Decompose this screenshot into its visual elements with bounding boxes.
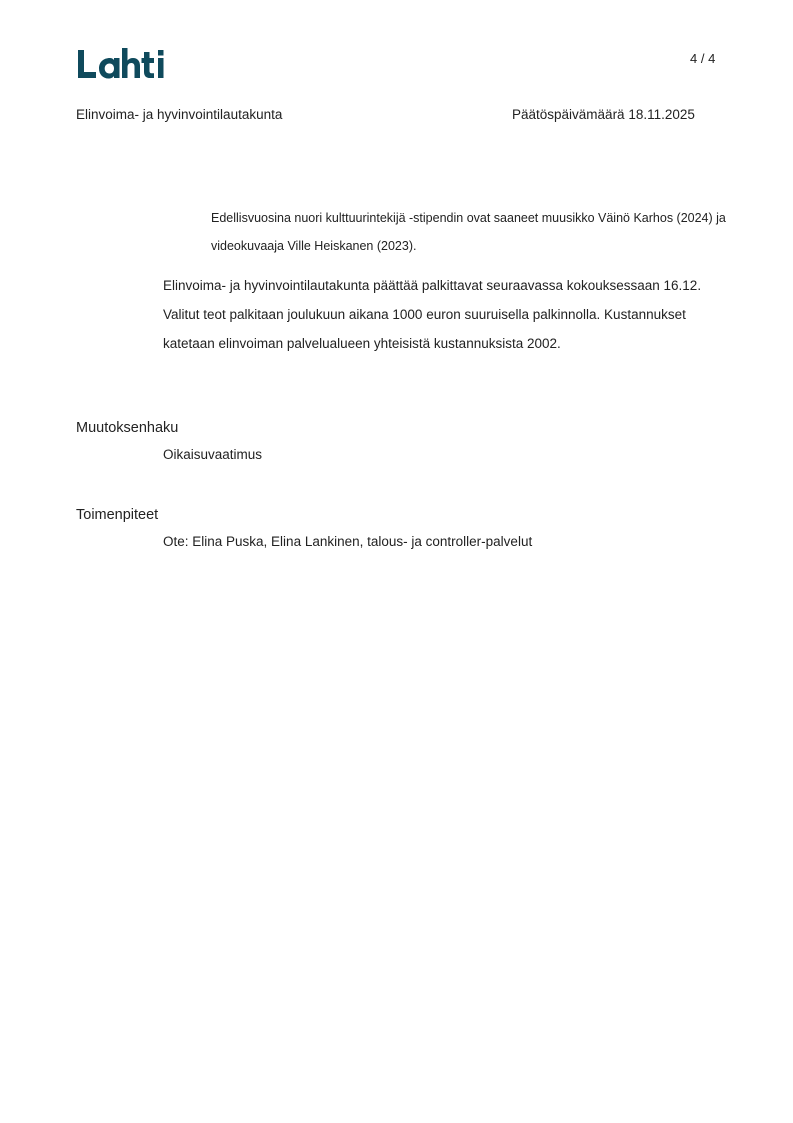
actions-text: Ote: Elina Puska, Elina Lankinen, talous- ja controller-palvelut [163, 534, 533, 549]
lahti-logo-graphic [76, 44, 168, 84]
decision-paragraph: Elinvoima- ja hyvinvointilautakunta päättää palkittavat seuraavassa kokouksessaan 16.12. Valitut teot palkitaan joulukuun aikana 1000 euron suuruisella palkinnolla. Kustannukset katetaan elinvoiman palvelualueen yhteisistä kustannuksista 2002. [163, 278, 702, 351]
decision-date: Päätöspäivämäärä 18.11.2025 [512, 107, 695, 122]
lahti-logo [76, 44, 168, 84]
committee-name: Elinvoima- ja hyvinvointilautakunta [76, 107, 283, 122]
appeal-heading: Muutoksenhaku [76, 420, 179, 436]
actions-heading: Toimenpiteet [76, 507, 159, 523]
appeal-text: Oikaisuvaatimus [163, 447, 263, 462]
page-number: 4 / 4 [690, 51, 716, 66]
quoted-paragraph: Edellisvuosina nuori kulttuurintekijä -stipendin ovat saaneet muusikko Väinö Karhos (2024) ja videokuvaaja Ville Heiskanen (2023). [211, 211, 726, 253]
